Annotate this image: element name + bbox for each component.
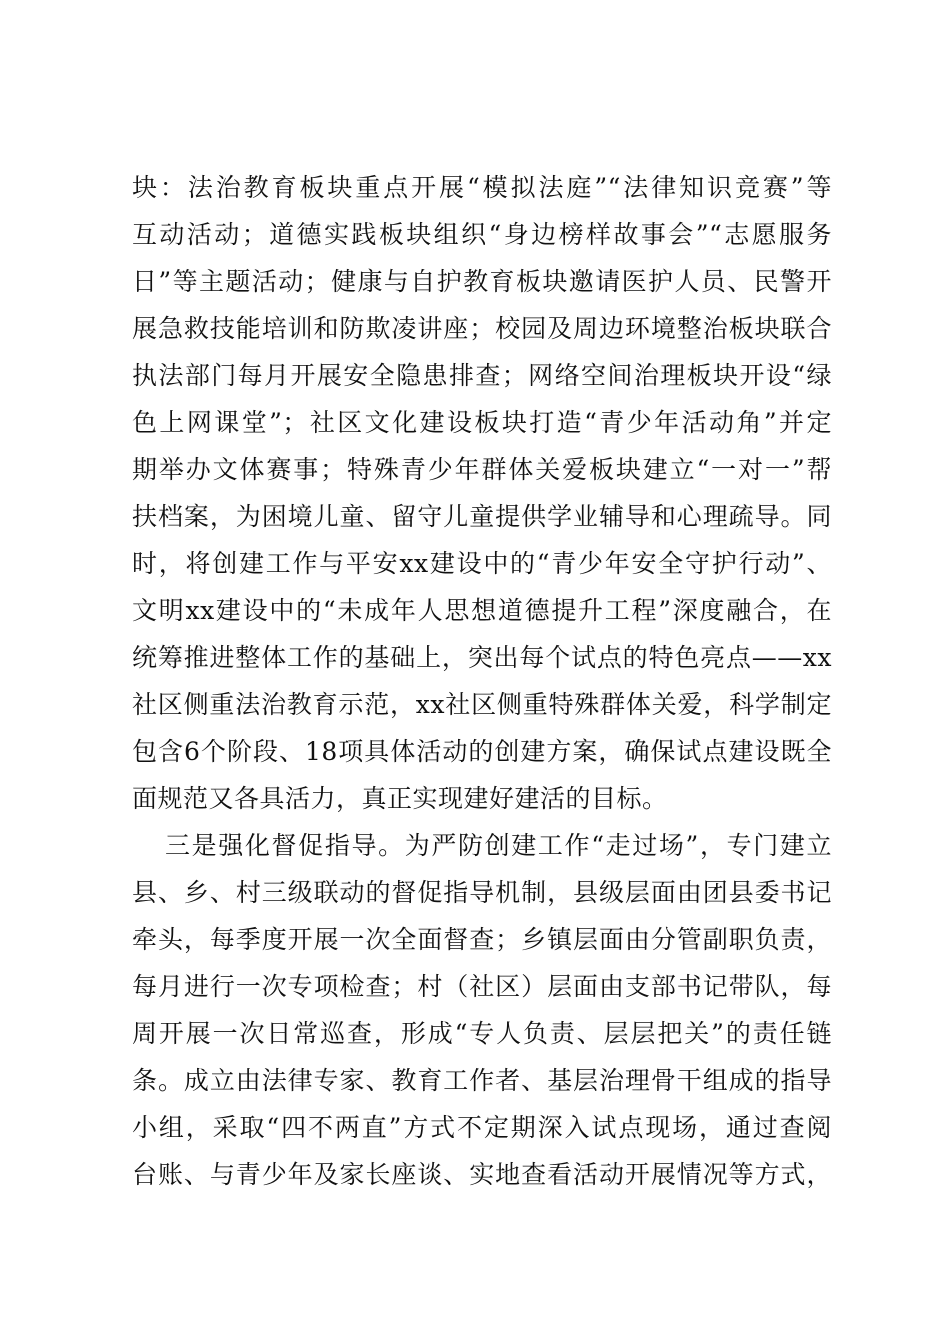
document-body: [132, 164, 832, 1198]
text-line: 周开展一次日常巡查，形成“专人负责、层层把关”的责任链: [132, 1019, 832, 1048]
text-line: 三是强化督促指导。为严防创建工作“走过场”，专门建立: [165, 831, 832, 860]
text-line: 期举办文体赛事；特殊青少年群体关爱板块建立“一对一”帮: [132, 455, 832, 484]
text-line: 台账、与青少年及家长座谈、实地查看活动开展情况等方式，: [132, 1160, 832, 1189]
text-line: 社区侧重法治教育示范，xx社区侧重特殊群体关爱，科学制定: [132, 690, 832, 719]
text-line: 面规范又各具活力，真正实现建好建活的目标。: [132, 784, 668, 813]
text-line: 展急救技能培训和防欺凌讲座；校园及周边环境整治板块联合: [132, 314, 832, 343]
text-line: 包含6个阶段、18项具体活动的创建方案，确保试点建设既全: [132, 737, 832, 766]
text-line: 牵头，每季度开展一次全面督查；乡镇层面由分管副职负责，: [132, 925, 832, 954]
text-line: 块：法治教育板块重点开展“模拟法庭”“法律知识竞赛”等: [132, 173, 832, 202]
text-line: 小组，采取“四不两直”方式不定期深入试点现场，通过查阅: [132, 1113, 832, 1142]
text-line: 条。成立由法律专家、教育工作者、基层治理骨干组成的指导: [132, 1066, 832, 1095]
text-line: 互动活动；道德实践板块组织“身边榜样故事会”“志愿服务: [132, 220, 832, 249]
text-line: 统筹推进整体工作的基础上，突出每个试点的特色亮点——xx: [132, 643, 832, 672]
text-line: 执法部门每月开展安全隐患排查；网络空间治理板块开设“绿: [132, 361, 832, 390]
text-line: 日”等主题活动；健康与自护教育板块邀请医护人员、民警开: [132, 267, 832, 296]
text-line: 时，将创建工作与平安xx建设中的“青少年安全守护行动”、: [132, 549, 832, 578]
text-line: 每月进行一次专项检查；村（社区）层面由支部书记带队，每: [132, 972, 832, 1001]
paragraph-2: [132, 822, 832, 1198]
text-line: 扶档案，为困境儿童、留守儿童提供学业辅导和心理疏导。同: [132, 502, 832, 531]
text-line: 文明xx建设中的“未成年人思想道德提升工程”深度融合，在: [132, 596, 832, 625]
text-line: 色上网课堂”；社区文化建设板块打造“青少年活动角”并定: [132, 408, 832, 437]
paragraph-1: [132, 164, 832, 822]
text-line: 县、乡、村三级联动的督促指导机制，县级层面由团县委书记: [132, 878, 832, 907]
